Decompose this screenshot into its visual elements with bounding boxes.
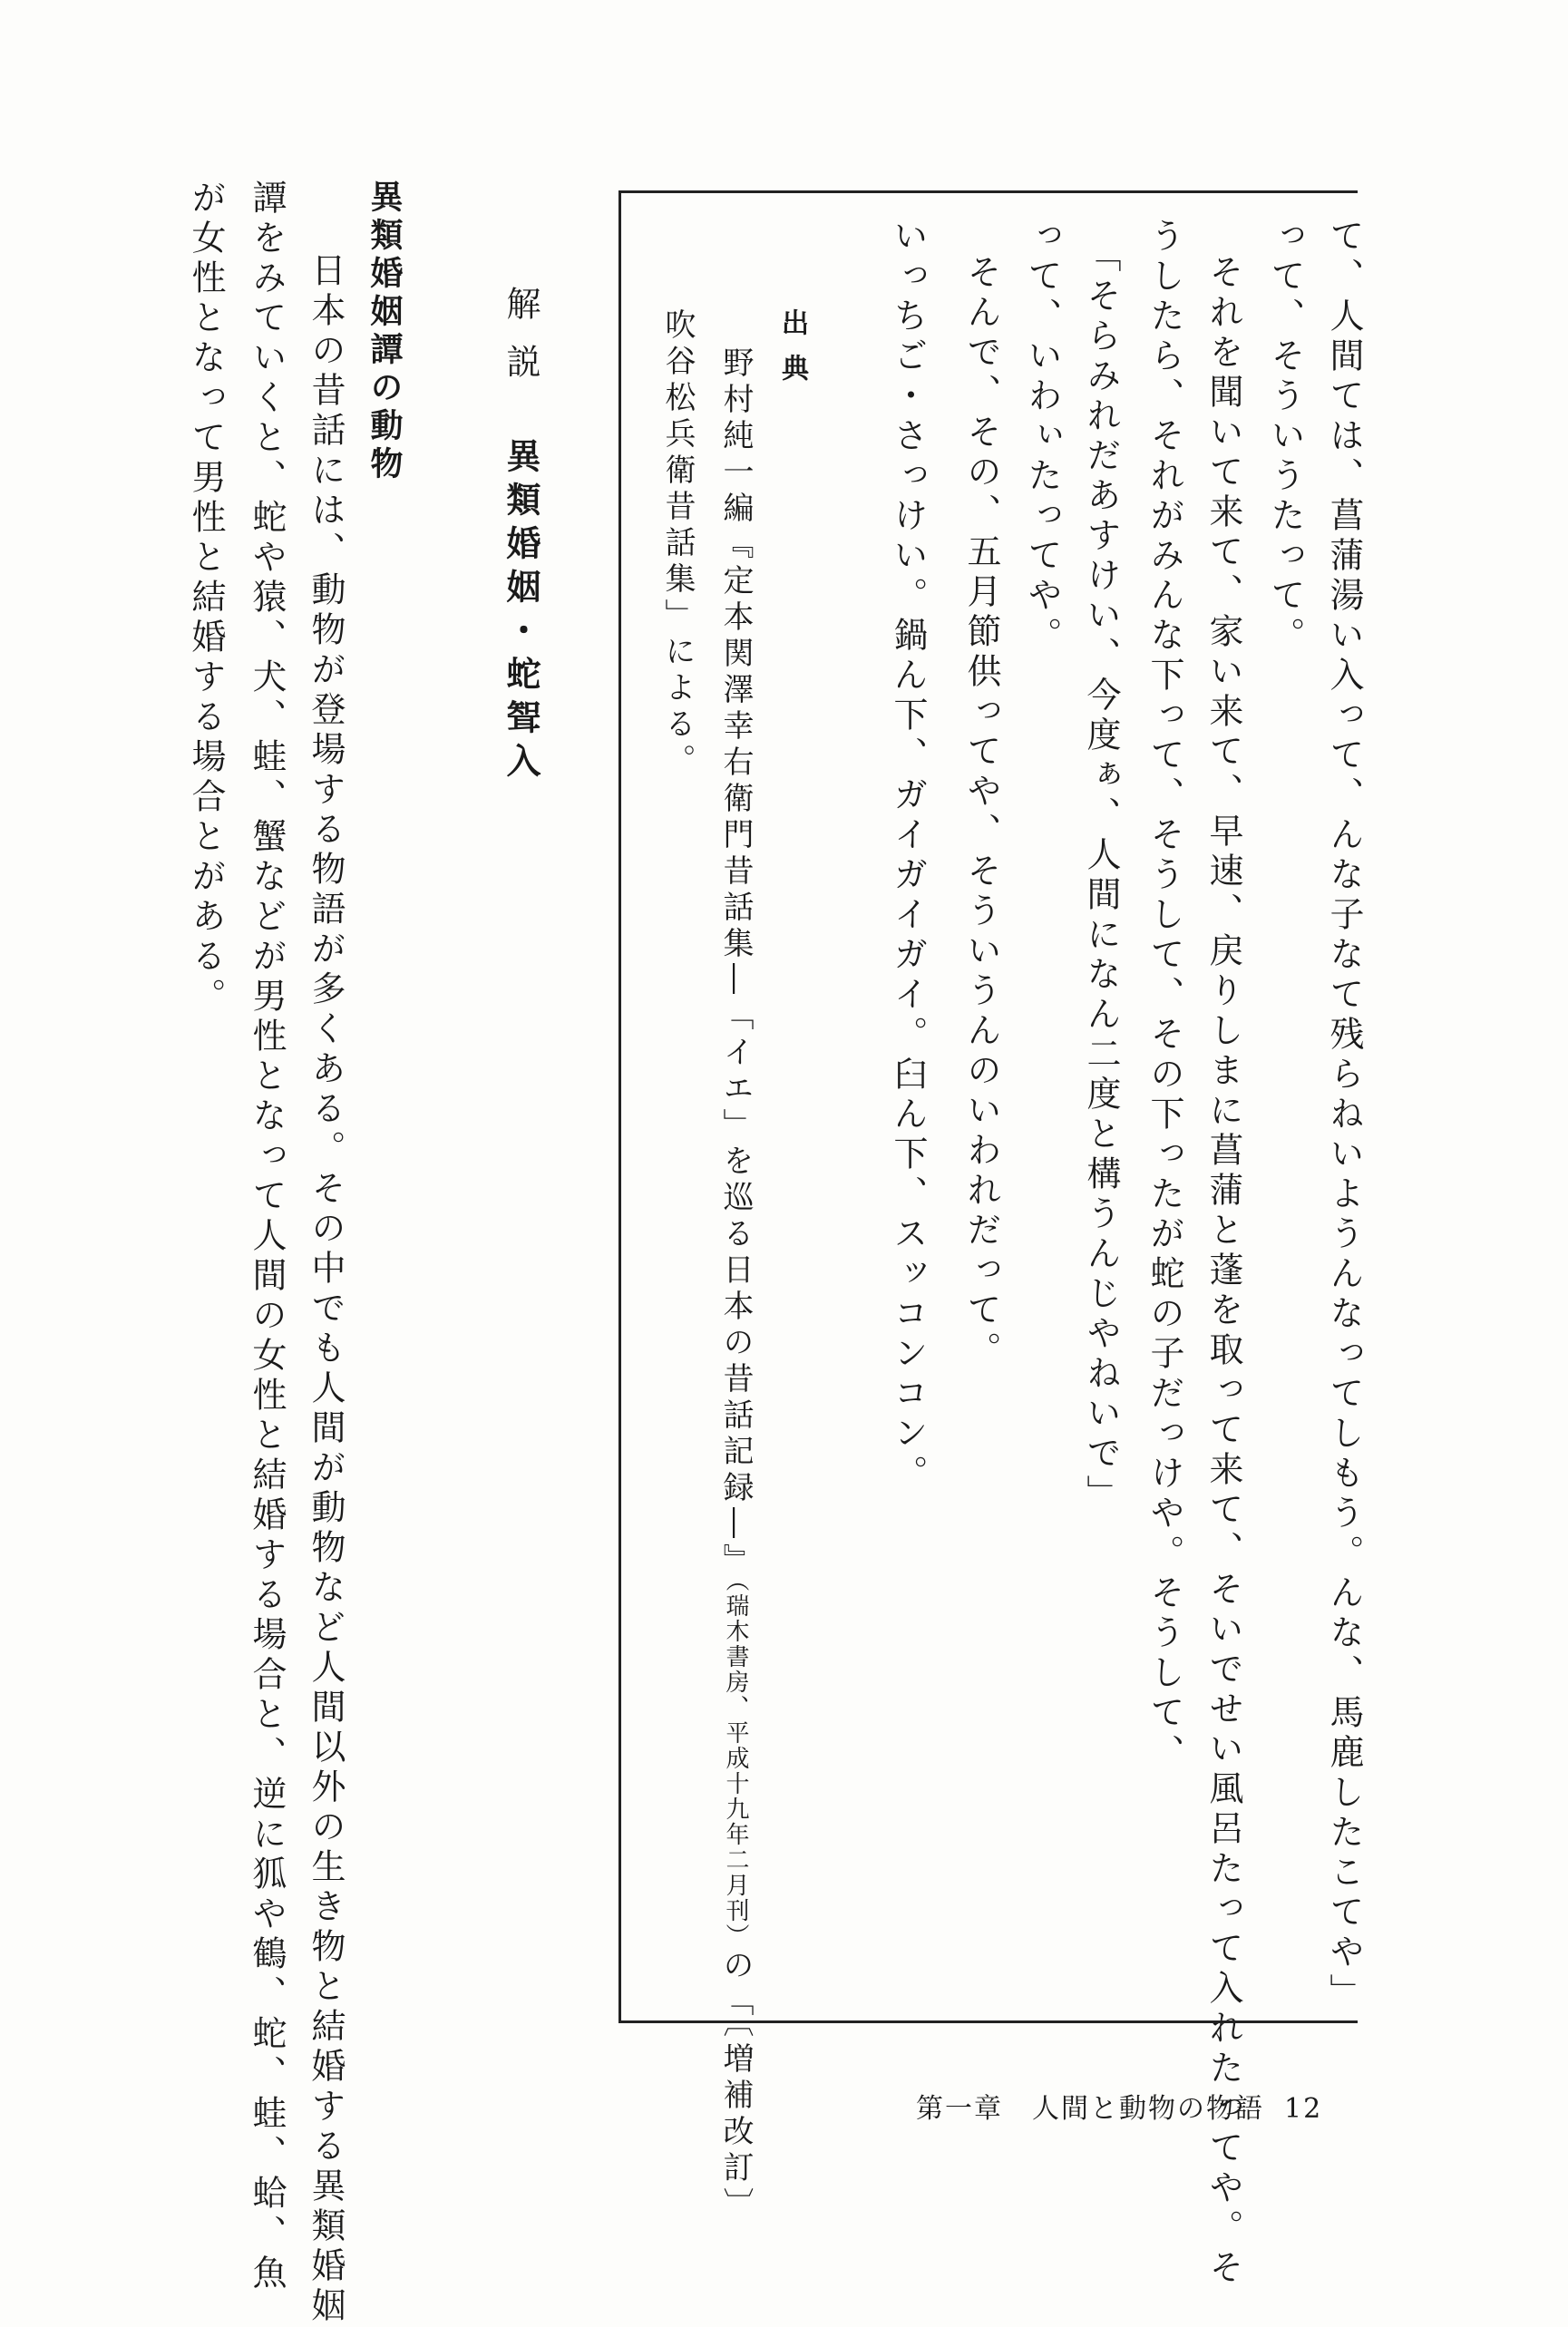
story-line: そんで、その、五月節供ってや、そういうんのいわれだって。 <box>961 254 1001 1371</box>
commentary-label: 解説 <box>501 286 541 402</box>
source-publisher: （瑞木書房、平成十九年二月刊） <box>722 1580 749 1949</box>
source-title-cont: の「〔増補改訂〕 <box>717 1949 754 2224</box>
story-line: って、そういうたって。 <box>1265 218 1305 657</box>
story-line: うしたら、それがみんな下って、そうして、その下ったが蛇の子だっけや。そうして、 <box>1144 218 1184 1774</box>
commentary-line: が女性となって男性と結婚する場合とがある。 <box>186 180 226 1017</box>
story-line: 「そらみれだあすけい、今度ぁ、人間になん二度と構うんじやねいで」 <box>1081 238 1121 1514</box>
source-title: 野村純一編『定本関澤幸右衛門昔話集―「イエ」を巡る日本の昔話記録―』 <box>717 346 754 1580</box>
commentary-title <box>501 286 541 786</box>
commentary-heading: 異類婚姻・蛇聟入 <box>501 438 541 786</box>
commentary-line: 日本の昔話には、動物が登場する物語が多くある。その中でも人間が動物など人間以外の生き物と結婚する異類婚姻 <box>306 252 346 2327</box>
story-line: それを聞いて来て、家い来て、早速、戻りしまに菖蒲と蓬を取って来て、そいでせい風呂たって入れたってや。そ <box>1203 254 1243 2289</box>
commentary-subheading: 異類婚姻譚の動物 <box>365 180 403 484</box>
story-line: いっちご・さっけい。鍋ん下、ガイガイガイ。臼ん下、スッコンコン。 <box>888 218 928 1495</box>
page-number: 12 <box>1284 2093 1323 2125</box>
page-footer <box>916 2086 1322 2126</box>
source-line: 吹谷松兵衛昔話集」による。 <box>659 308 696 780</box>
source-heading: 出典 <box>776 308 808 399</box>
chapter-title: 第一章 人間と動物の物語 <box>916 2093 1264 2125</box>
story-line: て、人間ては、菖蒲湯い入って、んな子なて残らねいようんなってしもう。んな、馬鹿したこてや」 <box>1324 218 1364 2013</box>
source-line <box>717 346 754 2224</box>
commentary-line: 譚をみていくと、蛇や猿、犬、蛙、蟹などが男性となって人間の女性と結婚する場合と、逆に狐や鶴、蛇、蛙、蛤、魚 <box>247 180 287 2294</box>
story-line: って、いわぃたってや。 <box>1022 218 1062 657</box>
